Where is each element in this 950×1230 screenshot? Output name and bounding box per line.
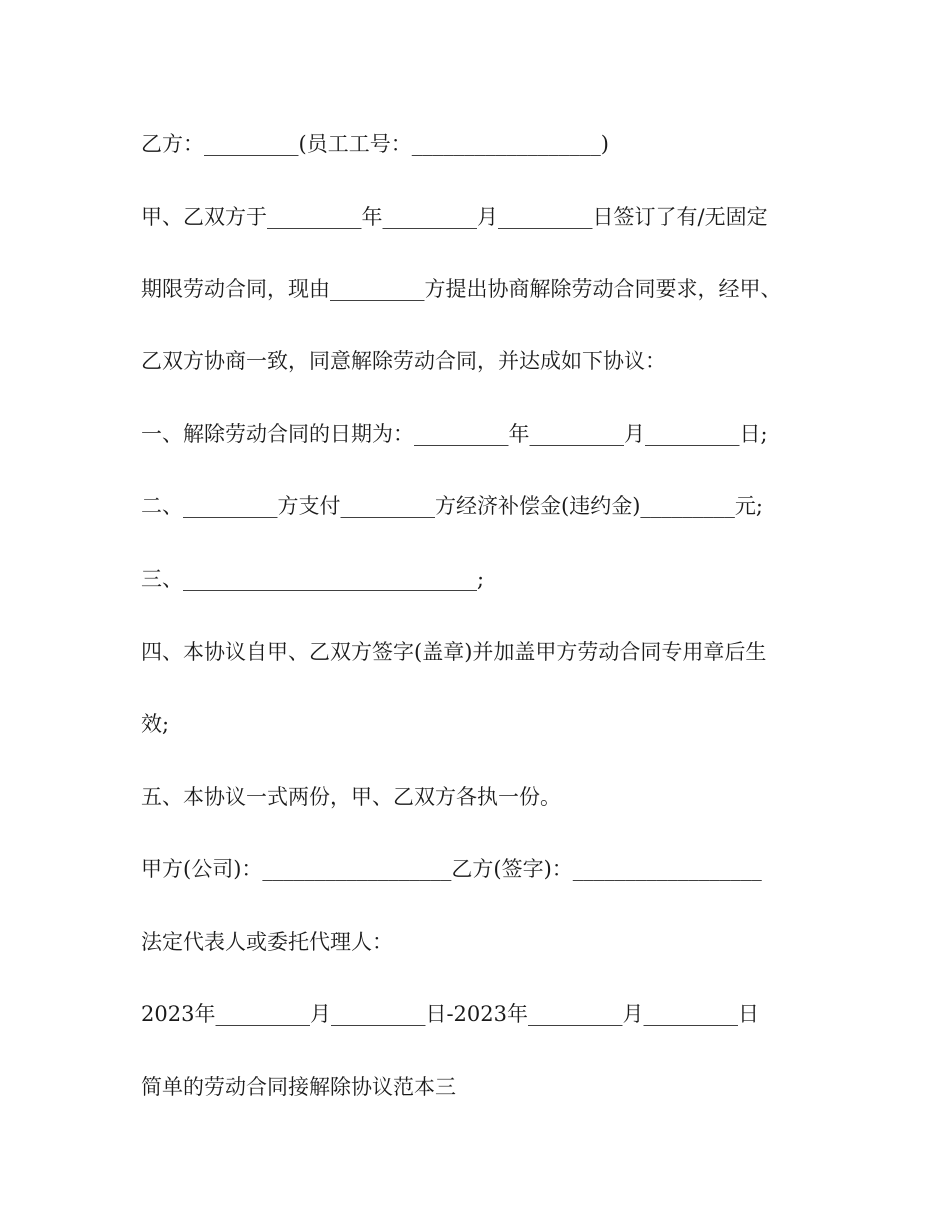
clause-four-effective: 四、本协议自甲、乙双方签字(盖章)并加盖甲方劳动合同专用章后生 [141, 640, 767, 664]
next-template-heading: 简单的劳动合同接解除协议范本三 [141, 1075, 456, 1099]
termination-request-line: 期限劳动合同，现由_________方提出协商解除劳动合同要求，经甲、 [141, 277, 782, 301]
contract-signing-date-line: 甲、乙双方于_________年_________月_________日签订了有/无固定 [141, 205, 768, 229]
clause-five-copies: 五、本协议一式两份，甲、乙双方各执一份。 [141, 785, 561, 809]
legal-representative-line: 法定代表人或委托代理人： [141, 930, 393, 954]
clause-one-termination-date: 一、解除劳动合同的日期为：_________年_________月_________日; [141, 422, 768, 446]
agreement-intro-line: 乙双方协商一致，同意解除劳动合同，并达成如下协议： [141, 349, 666, 373]
signature-date-line: 2023年_________月_________日-2023年_________月_________日 [141, 1002, 759, 1026]
clause-four-continuation: 效; [141, 712, 170, 736]
signature-parties-line: 甲方(公司)：__________________乙方(签字)：__________________ [141, 857, 762, 881]
party-b-employee-line: 乙方：_________(员工工号：__________________) [141, 132, 609, 156]
clause-three-blank: 三、____________________________; [141, 567, 485, 591]
clause-two-compensation: 二、_________方支付_________方经济补偿金(违约金)_________元; [141, 494, 763, 518]
